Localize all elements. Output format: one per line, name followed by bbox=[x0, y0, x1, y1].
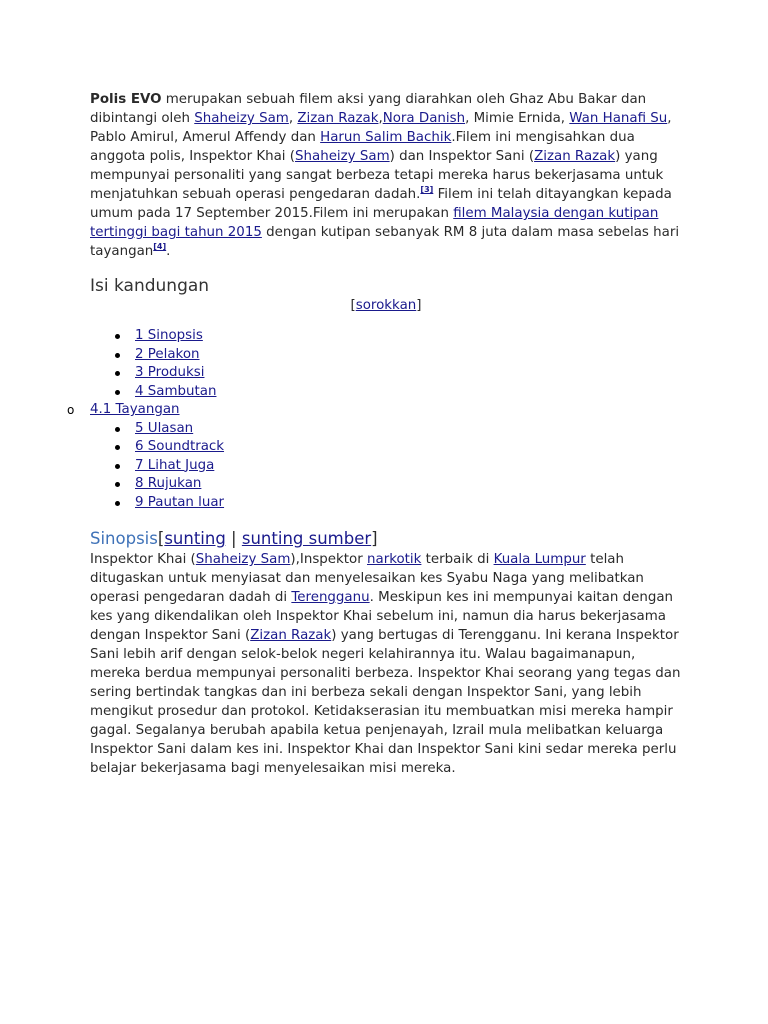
sinopsis-text: ),Inspektor bbox=[290, 552, 367, 567]
toc-list bbox=[90, 420, 682, 513]
toc-item bbox=[135, 364, 682, 383]
toc-list bbox=[90, 327, 682, 401]
intro-text: , bbox=[288, 111, 298, 126]
toc-item bbox=[135, 494, 682, 513]
ref-link-4[interactable]: [4] bbox=[153, 242, 167, 251]
circle-bullet-icon: o bbox=[67, 403, 75, 417]
edit-link[interactable]: sunting bbox=[164, 529, 226, 548]
edit-links bbox=[158, 529, 378, 548]
toc-link-sinopsis[interactable]: 1 Sinopsis bbox=[135, 328, 203, 343]
separator: | bbox=[225, 529, 242, 548]
link-nora-danish[interactable]: Nora Danish bbox=[382, 111, 466, 126]
intro-paragraph bbox=[90, 90, 682, 261]
section-title: Sinopsis bbox=[90, 529, 158, 548]
sinopsis-text: ) yang bertugas di Terengganu. Ini kerana Inspektor Sani lebih arif dengan selok-belok negeri kelahirannya itu. Walau bagaimanapun, mereka berdua mempunyai personaliti berbeza. Inspektor Khai seorang yang tegas dan sering bertindak tangkas dan ini berbeza sekali dengan Inspektor Sani, yang lebih mengikut prosedur dan protokol. Ketidakserasian itu membuatkan misi mereka hampir gagal. Segalanya berubah apabila ketua penjenayah, Izrail mula melibatkan keluarga Inspektor Sani dalam kes ini. Inspektor Khai dan Inspektor Sani kini sedar mereka perlu belajar bekerjasama bagi menyelesaikan misi mereka. bbox=[90, 628, 681, 776]
toc-link-pautan-luar[interactable]: 9 Pautan luar bbox=[135, 494, 225, 510]
intro-text: ) yang mempunyai personaliti yang sangat berbeza tetapi mereka harus bekerjasama untuk menjatuhkan sebuah operasi pengedaran dadah. bbox=[90, 149, 664, 202]
link-terengganu[interactable]: Terengganu bbox=[291, 590, 370, 605]
bracket: ] bbox=[371, 529, 378, 548]
toc-link-tayangan[interactable]: 4.1 Tayangan bbox=[90, 402, 180, 417]
link-zizan-razak-2[interactable]: Zizan Razak bbox=[534, 149, 616, 164]
sinopsis-text: telah ditugaskan untuk menyiasat dan menyelesaikan kes Syabu Naga yang melibatkan operasi pengedaran dadah di bbox=[90, 552, 644, 605]
toc-link-ulasan[interactable]: 5 Ulasan bbox=[135, 420, 194, 436]
intro-text: merupakan sebuah filem aksi yang diarahkan oleh Ghaz Abu Bakar dan dibintangi oleh bbox=[90, 92, 647, 126]
toc-link-soundtrack[interactable]: 6 Soundtrack bbox=[135, 439, 225, 454]
toc-item bbox=[135, 346, 682, 365]
bracket: [ bbox=[350, 298, 356, 313]
sinopsis-text: . Meskipun kes ini mempunyai kaitan dengan kes yang dikendalikan oleh Inspektor Khai sebelum ini, namun dia harus bekerjasama dengan Inspektor Sani ( bbox=[90, 590, 674, 643]
sinopsis-text: Inspektor Khai ( bbox=[90, 552, 196, 567]
toc-item bbox=[135, 457, 682, 476]
film-title: Polis EVO bbox=[90, 92, 162, 107]
sinopsis-paragraph bbox=[90, 550, 682, 778]
article-body bbox=[67, 90, 682, 778]
edit-source-link[interactable]: sunting sumber bbox=[241, 529, 372, 548]
bracket: [ bbox=[157, 529, 165, 548]
toc-toggle bbox=[90, 297, 682, 315]
link-zizan-razak[interactable]: Zizan Razak bbox=[297, 111, 379, 126]
toc-subitem bbox=[67, 401, 682, 420]
intro-text: Filem ini telah ditayangkan kepada umum pada 17 September 2015.Filem ini merupakan bbox=[90, 187, 672, 221]
reference-3 bbox=[420, 185, 433, 194]
link-shaheizy-sam[interactable]: Shaheizy Sam bbox=[194, 111, 289, 126]
toc-item bbox=[135, 327, 682, 346]
link-zizan-razak-3[interactable]: Zizan Razak bbox=[250, 628, 332, 643]
toc-link-rujukan[interactable]: 8 Rujukan bbox=[135, 476, 202, 491]
toc-link-lihat-juga[interactable]: 7 Lihat Juga bbox=[135, 457, 215, 473]
intro-text: .Filem ini mengisahkan dua anggota polis, Inspektor Khai ( bbox=[90, 130, 635, 164]
intro-text: ) dan Inspektor Sani ( bbox=[389, 149, 535, 164]
ref-link-3[interactable]: [3] bbox=[420, 185, 434, 194]
intro-text: . bbox=[166, 244, 171, 259]
toc-item bbox=[135, 438, 682, 457]
toc-link-produksi[interactable]: 3 Produksi bbox=[135, 365, 205, 380]
intro-text: , Mimie Ernida, bbox=[465, 111, 570, 126]
link-shaheizy-sam-2[interactable]: Shaheizy Sam bbox=[295, 149, 390, 164]
toc-item bbox=[135, 420, 682, 439]
link-shaheizy-sam-3[interactable]: Shaheizy Sam bbox=[195, 552, 291, 567]
toc-link-sambutan[interactable]: 4 Sambutan bbox=[135, 383, 217, 399]
toc-item bbox=[135, 383, 682, 402]
link-harun-salim-bachik[interactable]: Harun Salim Bachik bbox=[320, 130, 452, 145]
intro-text: , bbox=[378, 111, 383, 126]
bracket: ] bbox=[416, 298, 422, 313]
sinopsis-text: terbaik di bbox=[421, 552, 494, 567]
link-narkotik[interactable]: narkotik bbox=[367, 552, 422, 567]
toc-hide-link[interactable]: sorokkan bbox=[355, 298, 417, 313]
section-heading-sinopsis bbox=[90, 528, 682, 550]
intro-text: , Pablo Amirul, Amerul Affendy dan bbox=[90, 111, 672, 145]
toc-item bbox=[135, 475, 682, 494]
link-wan-hanafi-su[interactable]: Wan Hanafi Su bbox=[569, 111, 668, 126]
intro-text: dengan kutipan sebanyak RM 8 juta dalam masa sebelas hari tayangan bbox=[90, 225, 680, 259]
link-kuala-lumpur[interactable]: Kuala Lumpur bbox=[493, 552, 586, 567]
link-filem-malaysia-kutipan-tertinggi[interactable]: filem Malaysia dengan kutipan tertinggi bagi tahun 2015 bbox=[90, 206, 659, 240]
reference-4 bbox=[153, 242, 166, 251]
toc-link-pelakon[interactable]: 2 Pelakon bbox=[135, 346, 200, 362]
toc-title: Isi kandungan bbox=[90, 276, 210, 296]
